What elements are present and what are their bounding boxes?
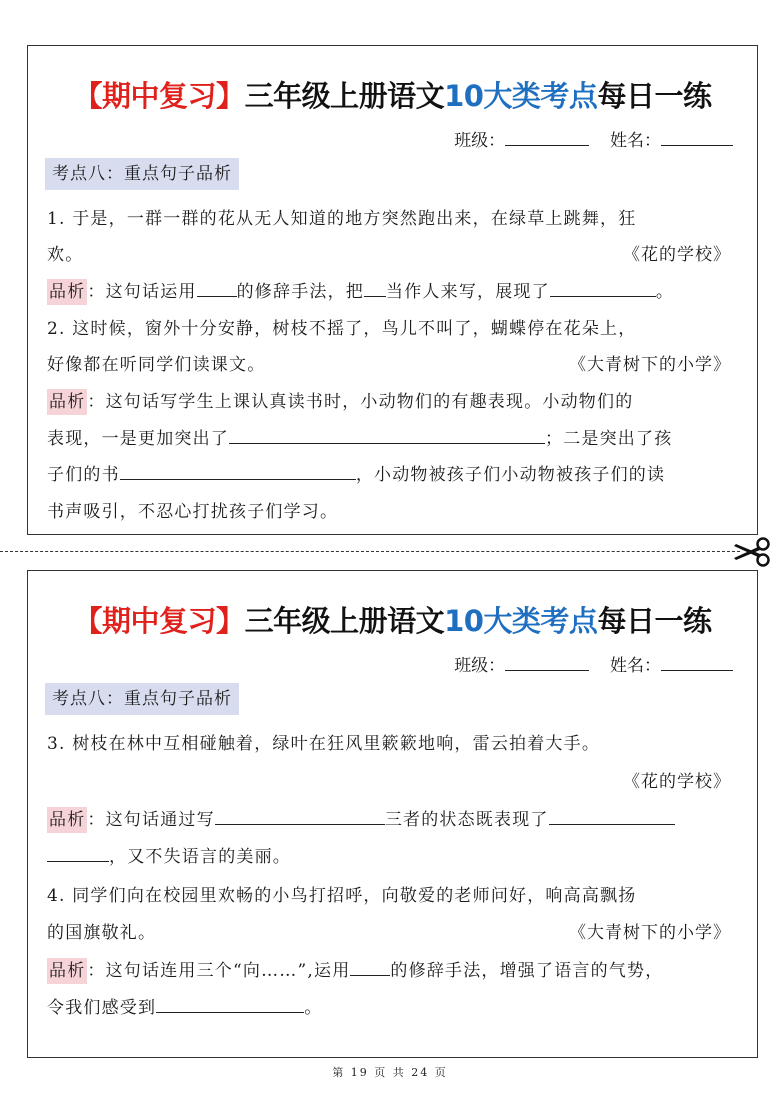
class-label: 班级： [454, 656, 506, 676]
question-2-source: 《大青树下的小学》 [569, 355, 731, 375]
question-4-source: 《大青树下的小学》 [569, 923, 731, 943]
answer-blank[interactable] [197, 278, 237, 297]
analysis-label: 品析 [47, 807, 87, 833]
name-label: 姓名： [610, 131, 661, 151]
name-label: 姓名： [610, 656, 661, 676]
scissors-icon [732, 536, 772, 568]
question-1-line-2: 欢。 [47, 245, 84, 265]
question-1-source: 《花的学校》 [623, 245, 731, 265]
answer-blank[interactable] [549, 806, 675, 825]
worksheet-card-2 [27, 570, 758, 1058]
analysis-1: 品析 ：这句话运用 的修辞手法，把 当作人来写，展现了 。 [47, 277, 674, 302]
analysis-4-line-2: 令我们感受到 。 [47, 993, 322, 1018]
section-tag: 考点八：重点句子品析 [45, 683, 239, 715]
class-label: 班级： [454, 131, 506, 151]
question-4-line-1: 4. 同学们向在校园里欢畅的小鸟打招呼，向敬爱的老师问好，响高高飘扬 [47, 886, 637, 906]
answer-blank[interactable] [120, 461, 356, 480]
analysis-2-line-3: 子们的书 ，小动物被孩子们小动物被孩子们的读 [47, 460, 665, 485]
analysis-3-line-2: ，又不失语言的美丽。 [47, 842, 291, 867]
question-2-line-1: 2. 这时候，窗外十分安静，树枝不摇了，鸟儿不叫了，蝴蝶停在花朵上， [47, 319, 637, 339]
worksheet-card-1 [27, 45, 758, 535]
worksheet-title: 【期中复习】三年级上册语文10大类考点每日一练 [73, 604, 712, 638]
name-blank[interactable] [661, 129, 733, 146]
analysis-label: 品析 [47, 389, 87, 415]
analysis-2-line-4: 书声吸引，不忍心打扰孩子们学习。 [47, 502, 339, 522]
class-name-row [454, 651, 733, 676]
name-blank[interactable] [661, 654, 733, 671]
analysis-label: 品析 [47, 958, 87, 984]
question-3-line-1: 3. 树枝在林中互相碰触着，绿叶在狂风里簌簌地响，雷云拍着大手。 [47, 734, 601, 754]
page-footer: 第 19 页 共 24 页 [332, 1066, 448, 1079]
answer-blank[interactable] [229, 425, 545, 444]
analysis-3-line-1: 品析 ：这句话通过写 三者的状态既表现了 [47, 805, 675, 830]
analysis-label: 品析 [47, 279, 87, 305]
question-3-source: 《花的学校》 [623, 772, 731, 792]
question-1-line-1: 1. 于是，一群一群的花从无人知道的地方突然跑出来，在绿草上跳舞，狂 [47, 209, 637, 229]
analysis-2-line-1: 品析 ：这句话写学生上课认真读书时，小动物们的有趣表现。小动物们的 [47, 387, 633, 412]
class-blank[interactable] [505, 654, 589, 671]
answer-blank[interactable] [364, 278, 386, 297]
answer-blank[interactable] [215, 806, 385, 825]
section-tag: 考点八：重点句子品析 [45, 158, 239, 190]
class-blank[interactable] [505, 129, 589, 146]
question-2-line-2: 好像都在听同学们读课文。 [47, 355, 266, 375]
class-name-row [454, 126, 733, 151]
answer-blank[interactable] [47, 843, 109, 862]
analysis-4-line-1: 品析 ：这句话连用三个“向……”,运用 的修辞手法，增强了语言的气势， [47, 956, 663, 981]
analysis-2-line-2: 表现，一是更加突出了 ；二是突出了孩 [47, 424, 672, 449]
cut-line [0, 551, 740, 552]
answer-blank[interactable] [156, 994, 304, 1013]
answer-blank[interactable] [550, 278, 656, 297]
worksheet-title: 【期中复习】三年级上册语文10大类考点每日一练 [73, 79, 712, 113]
question-4-line-2: 的国旗敬礼。 [47, 923, 157, 943]
answer-blank[interactable] [350, 957, 390, 976]
